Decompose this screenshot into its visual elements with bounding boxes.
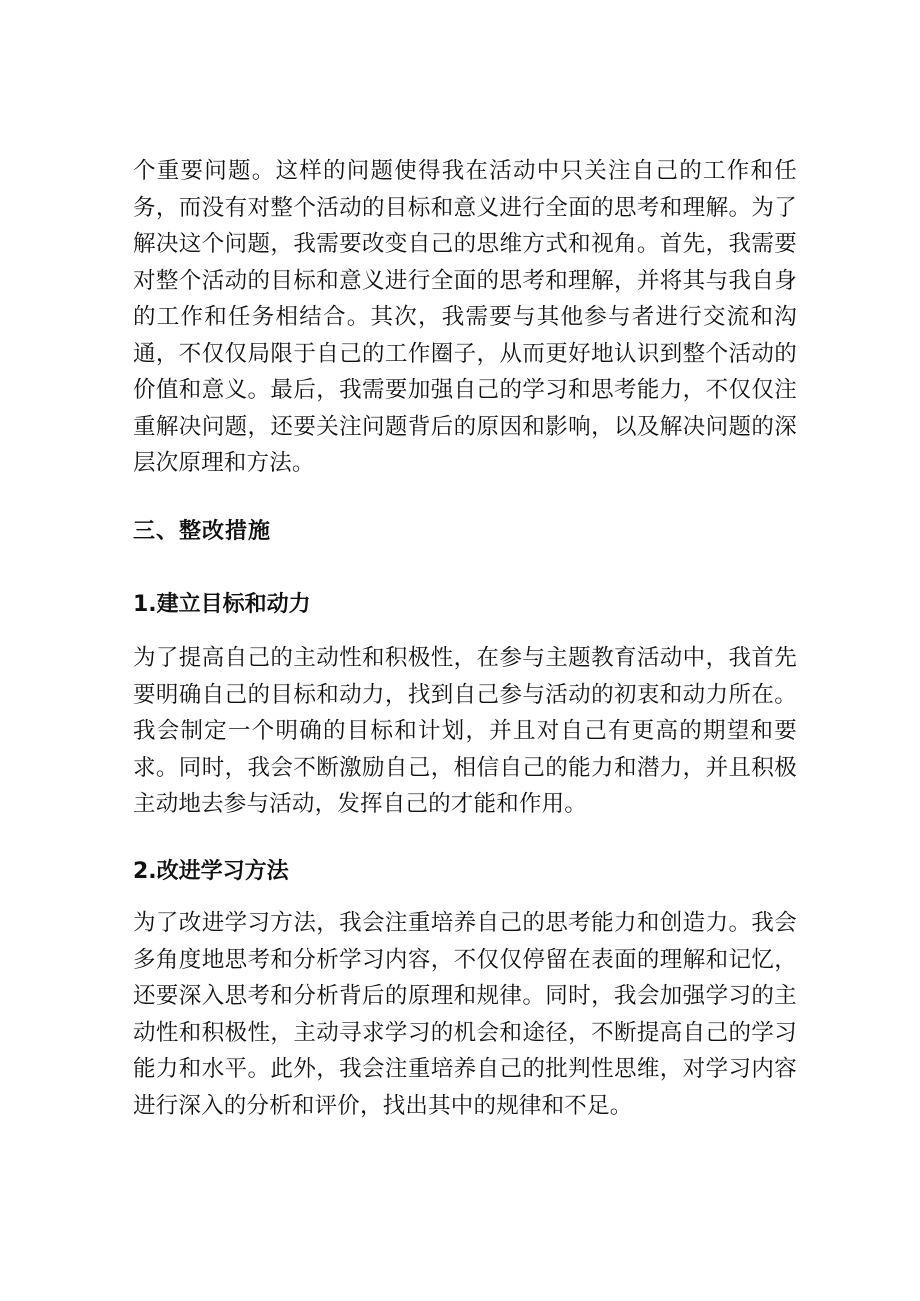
item-2-paragraph: 为了改进学习方法，我会注重培养自己的思考能力和创造力。我会多角度地思考和分析学习内容，不仅仅停留在表面的理解和记忆，还要深入思考和分析背后的原理和规律。同时，我会加强学习的主动性和积极性，主动寻求学习的机会和途径，不断提高自己的学习能力和水平。此外，我会注重培养自己的批判性思维，对学习内容进行深入的分析和评价，找出其中的规律和不足。 — [133, 910, 797, 1119]
item-1-paragraph: 为了提高自己的主动性和积极性，在参与主题教育活动中，我首先要明确自己的目标和动力，找到自己参与活动的初衷和动力所在。我会制定一个明确的目标和计划，并且对自己有更高的期望和要求。同时，我会不断激励自己，相信自己的能力和潜力，并且积极主动地去参与活动，发挥自己的才能和作用。 — [133, 645, 797, 817]
body-paragraph-continued: 个重要问题。这样的问题使得我在活动中只关注自己的工作和任务，而没有对整个活动的目标和意义进行全面的思考和理解。为了解决这个问题，我需要改变自己的思维方式和视角。首先，我需要对整个活动的目标和意义进行全面的思考和理解，并将其与我自身的工作和任务相结合。其次，我需要与其他参与者进行交流和沟通，不仅仅局限于自己的工作圈子，从而更好地认识到整个活动的价值和意义。最后，我需要加强自己的学习和思考能力，不仅仅注重解决问题，还要关注问题背后的原因和影响，以及解决问题的深层次原理和方法。 — [133, 158, 797, 476]
item-1-heading: 1.建立目标和动力 — [133, 592, 311, 617]
item-2-heading: 2.改进学习方法 — [133, 859, 289, 884]
section-heading: 三、整改措施 — [133, 519, 272, 544]
